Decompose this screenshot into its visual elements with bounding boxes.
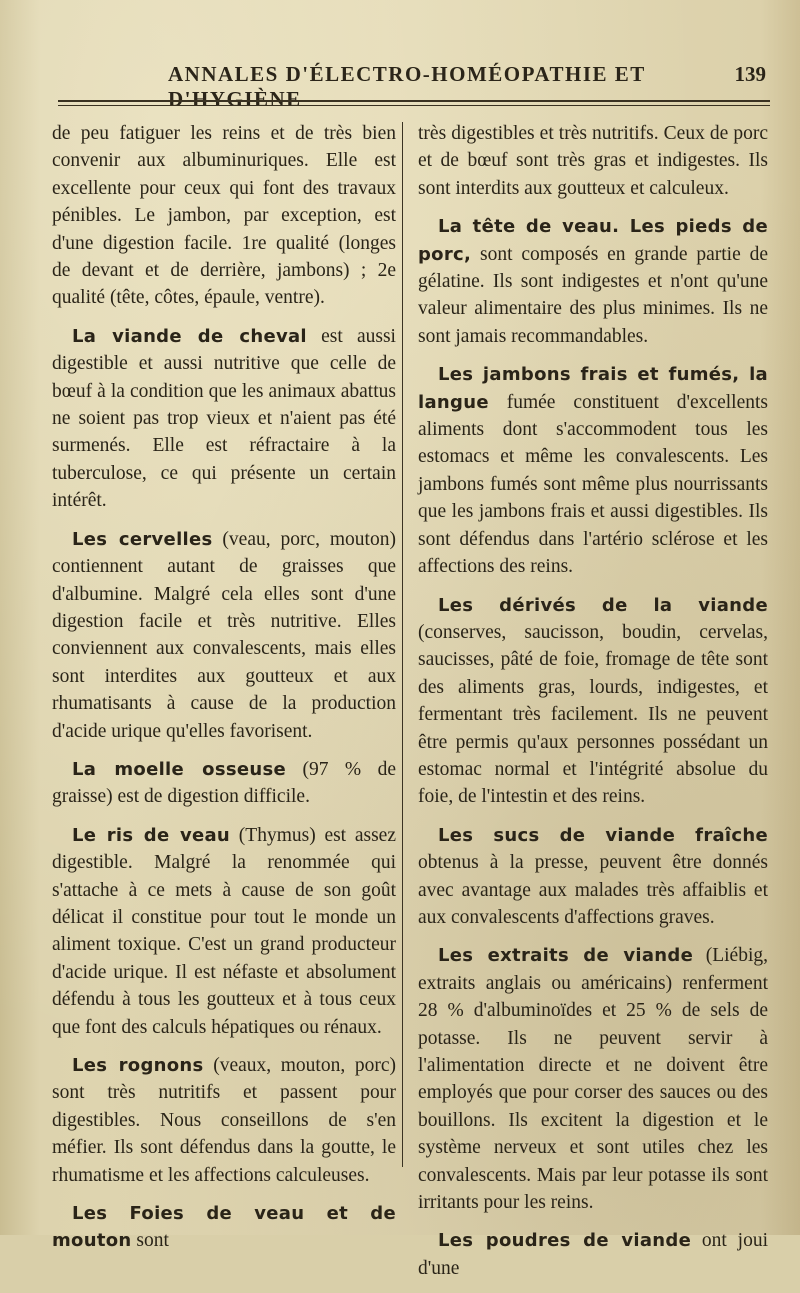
right-column (418, 120, 768, 1293)
running-title: ANNALES D'ÉLECTRO-HOMÉOPATHIE ET D'HYGIÈNE (168, 62, 646, 111)
paragraph-bone-marrow: La moelle osseuse (97 % de graisse) est de digestion difficile. (52, 758, 396, 808)
column-divider (402, 122, 403, 1167)
page-header (58, 62, 774, 111)
paragraph-calf-head: La tête de veau. Les pieds de porc, sont composés en grande partie de gélatine. Ils sont indigestes et n'ont qu'une valeur alimentaire des plus minimes. Ils ne sont jamais recommandables. (418, 216, 768, 347)
paragraph-lead: Les rognons (72, 1055, 204, 1076)
paragraph-lead: Le ris de veau (72, 824, 231, 846)
paragraph-lead: Les cervelles (72, 528, 213, 550)
paragraph-hams: Les jambons frais et fumés, la langue fumée constituent d'excellents aliments dont s'accommodent tous les estomacs et même les convalescents. Les jambons fumés sont même plus nourrissants que les jambons frais et aussi digestibles. Ils sont défendus dans l'artério sclérose et les affections des reins. (418, 364, 768, 578)
paragraph-lead: Les dérivés de la viande (438, 594, 768, 616)
paragraph-lead: Les jambons frais et fumés, la langue (418, 364, 768, 413)
paragraph-meat-powders: Les poudres de viande ont joui d'une (418, 1230, 768, 1279)
paragraph-lead: Les extraits de viande (438, 945, 694, 967)
paragraph-meat-extracts: Les extraits de viande (Liébig, extraits anglais ou américains) renferment 28 % d'albuminoïdes et 25 % de sels de potasse. Ils ne peuvent servir à l'alimentation directe et ne doivent être employés que pour corser des sauces ou des bouillons. Ils excitent la digestion et le système nerveux et sont utiles chez les convalescents. Mais par leur potasse ils sont irritants pour les reins. (418, 945, 768, 1214)
page-number: 139 (734, 62, 766, 86)
paragraph-pork-continued: de peu fatiguer les reins et de très bien convenir aux albuminuriques. Elle est excellente pour ceux qui font des travaux pénibles. Le jambon, par exception, est d'une digestion facile. 1re qualité (longes de devant et de derrière, jambons) ; 2e qualité (tête, côtes, épaule, ventre). (52, 123, 396, 309)
paragraph-meat-juices: Les sucs de viande fraîche obtenus à la presse, peuvent être donnés avec avantage aux malades très affaiblis et aux convalescents d'affections graves. (418, 824, 768, 928)
left-column (52, 120, 396, 1266)
paragraph-kidneys: Les rognons (veaux, mouton, porc) sont très nutritifs et passent pour digestibles. Nous conseillons de s'en méfier. Ils sont défendus dans la goutte, le rhumatisme et les affections calculeuses. (52, 1055, 396, 1186)
paragraph-sweetbread: Le ris de veau (Thymus) est assez digestible. Malgré la renommée qui s'attache à ce mets à cause de son goût délicat il constitue pour tout le monde un aliment toxique. C'est un grand producteur d'acide urique. Il est néfaste et absolument défendu à tous les goutteux et à tous ceux que font des calculs hépatiques ou rénaux. (52, 824, 396, 1038)
paragraph-lead: Les sucs de viande fraîche (438, 824, 768, 846)
paragraph-lead: Les Foies de veau et de mouton (52, 1203, 396, 1252)
paragraph-brains: Les cervelles (veau, porc, mouton) contiennent autant de graisses que d'albumine. Malgré cela elles sont d'une digestion facile et très nutritive. Elles conviennent aux convalescents, mais elles sont interdites aux goutteux et aux rhumatisants à cause de la production d'acide urique qu'elles favorisent. (52, 528, 396, 742)
paragraph-livers-continued: très digestibles et très nutritifs. Ceux de porc et de bœuf sont très gras et indigestes. Ils sont interdits aux goutteux et calculeux. (418, 123, 768, 199)
paragraph-lead: Les poudres de viande (438, 1230, 692, 1252)
paragraph-lead: La tête de veau. Les pieds de porc, (418, 216, 768, 265)
paragraph-horse-meat: La viande de cheval est aussi digestible et aussi nutritive que celle de bœuf à la condition que les animaux abattus ne soient pas trop vieux et n'aient pas été surmenés. Elle est réfractaire à la tuberculose, ce qui présente un certain intérêt. (52, 325, 396, 512)
paragraph-meat-derivatives: Les dérivés de la viande (conserves, saucisson, boudin, cervelas, saucisses, pâté de foie, fromage de tête sont des aliments gras, lourds, indigestes, et fermentant très facilement. Ils ne peuvent être permis qu'aux personnes possédant un estomac normal et l'intégrité absolue du foie, de l'intestin et des reins. (418, 594, 768, 808)
paragraph-livers: Les Foies de veau et de mouton sont (52, 1203, 396, 1252)
header-rule (58, 100, 770, 106)
paragraph-lead: La moelle osseuse (72, 758, 287, 780)
paragraph-lead: La viande de cheval (72, 325, 307, 347)
